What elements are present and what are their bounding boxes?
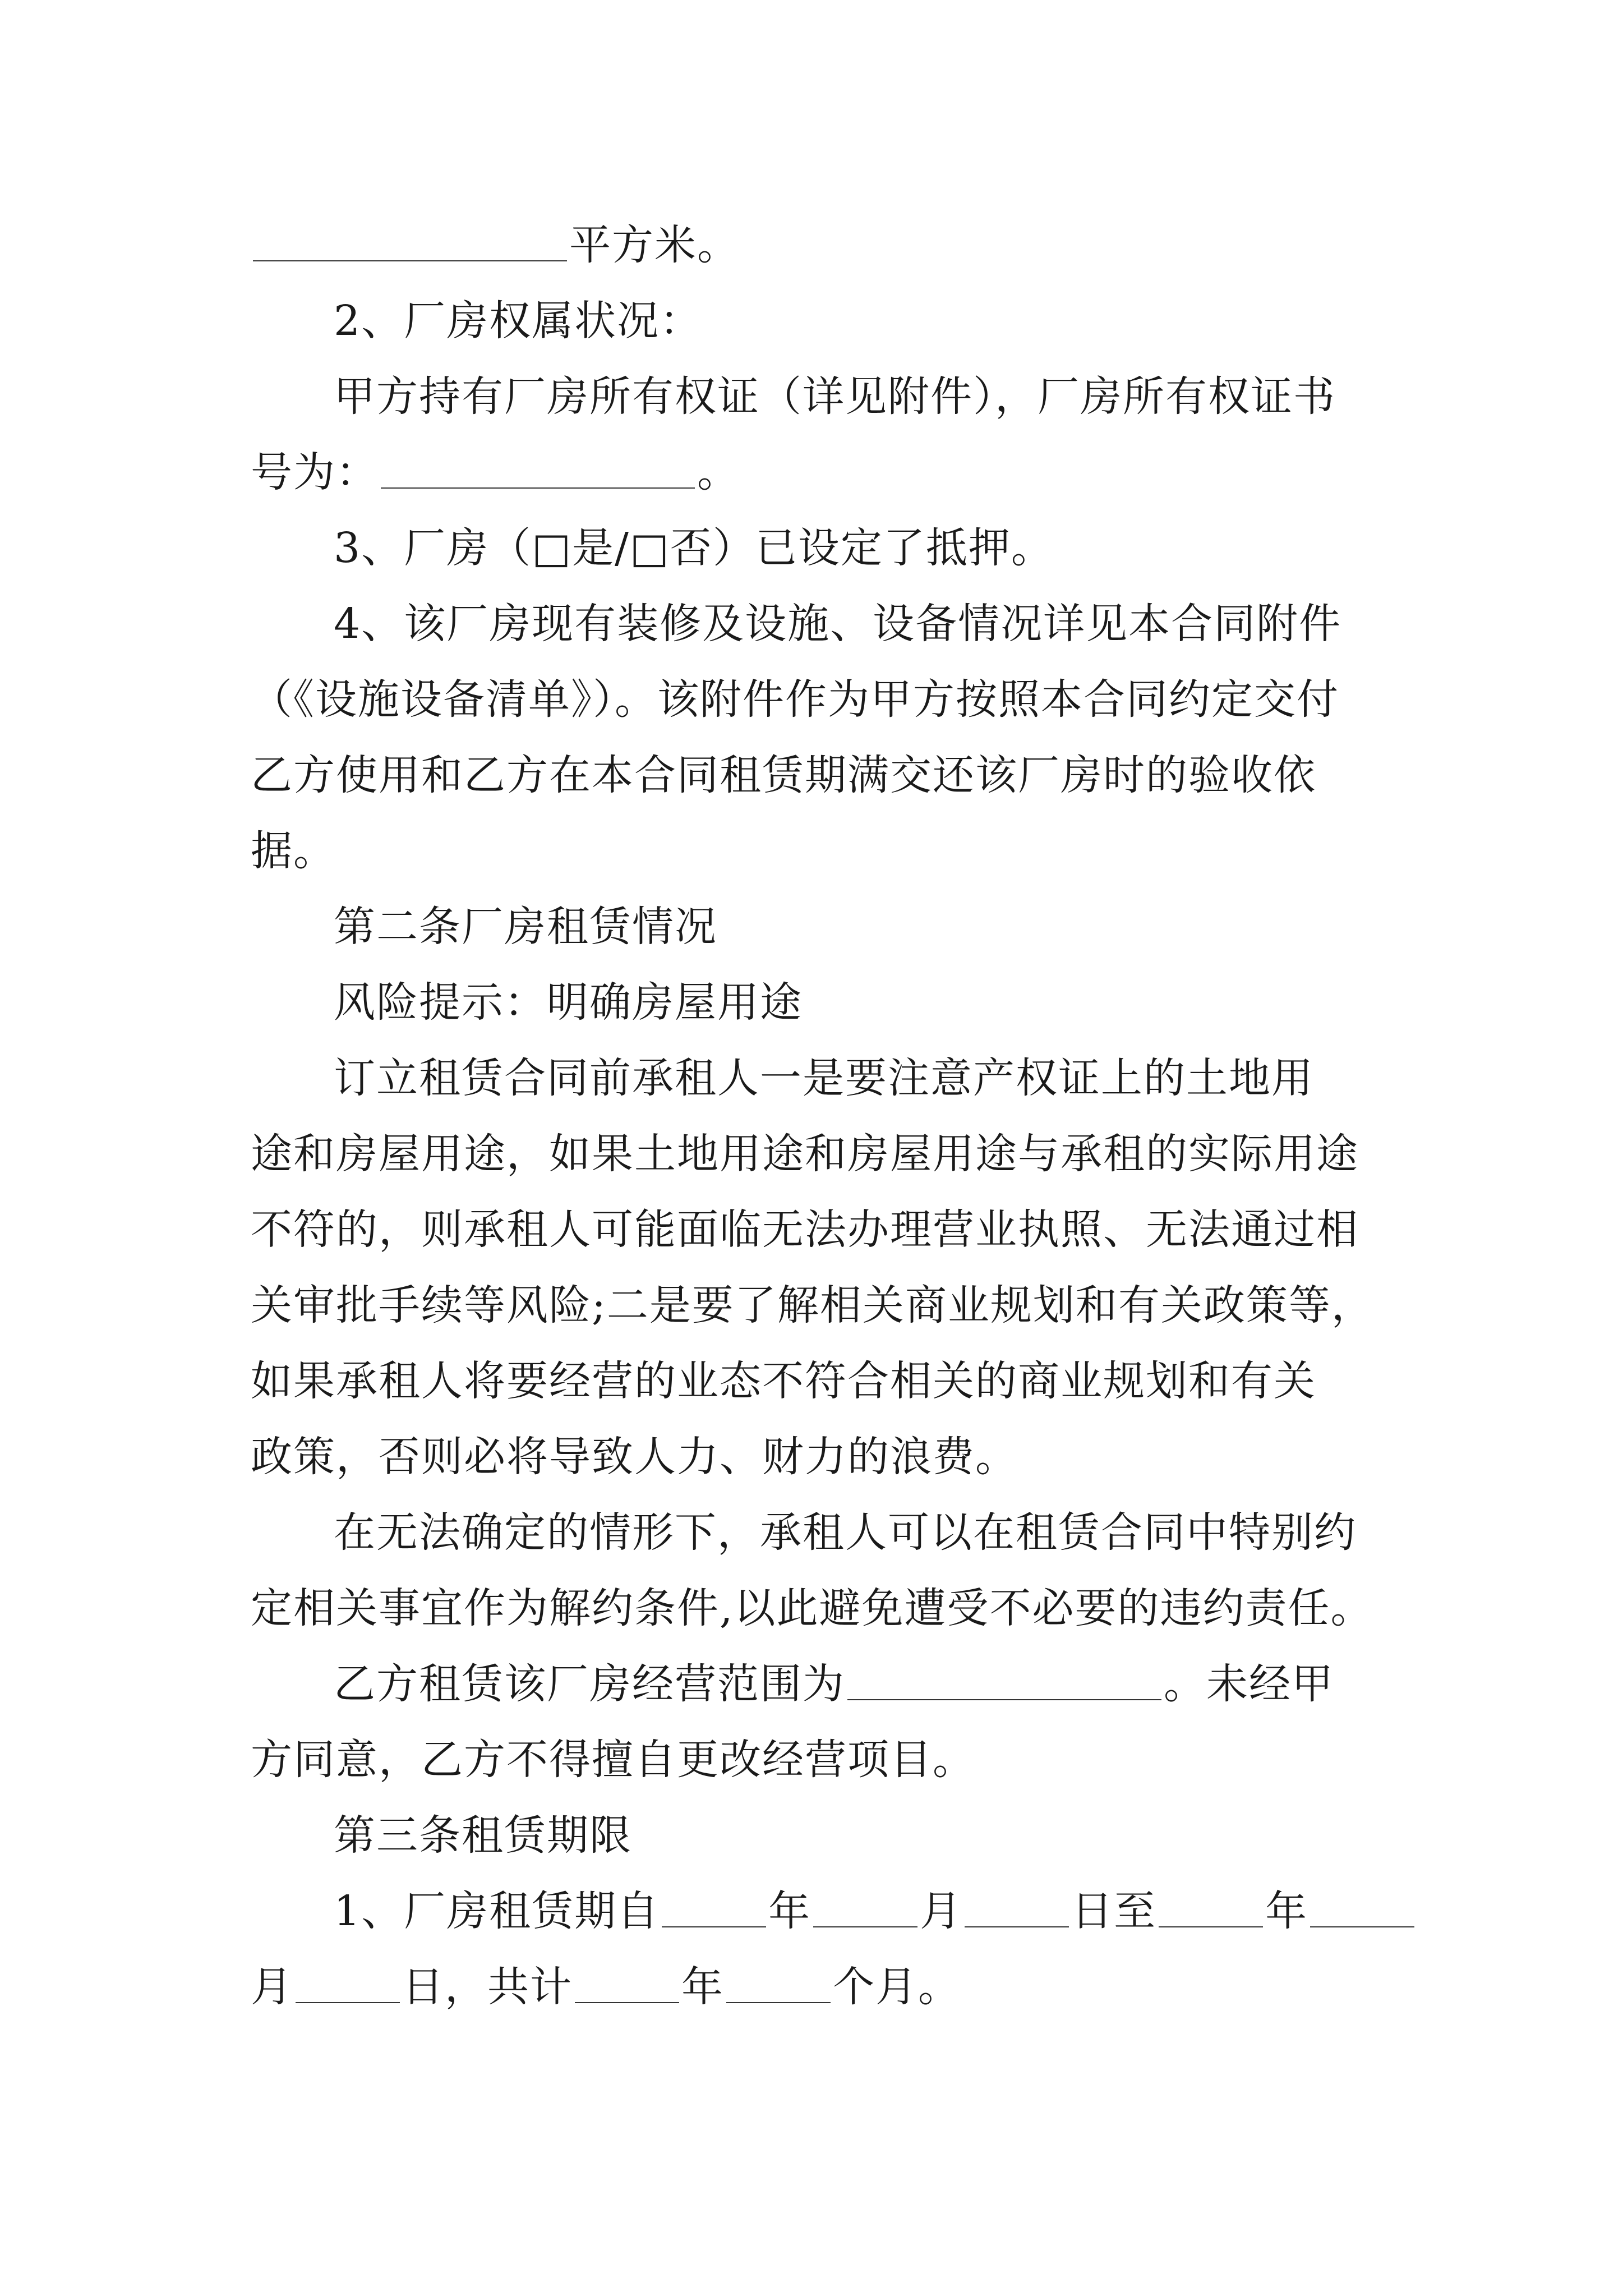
- start-year-blank[interactable]: [662, 1886, 766, 1927]
- paragraph-line: 不符的，则承租人可能面临无法办理营业执照、无法通过相: [251, 1205, 1359, 1254]
- risk-notice-heading: 风险提示：明确房屋用途: [334, 978, 803, 1027]
- section-heading-ownership: 2、厂房权属状况：: [334, 297, 703, 345]
- paragraph-line: （《设施设备清单》）。该附件作为甲方按照本合同约定交付: [251, 675, 1339, 724]
- paragraph-line: 定相关事宜作为解约条件,以此避免遭受不必要的违约责任。: [251, 1584, 1373, 1632]
- document-page: [251, 208, 1384, 2025]
- paragraph-line: 4、该厂房现有装修及设施、设备情况详见本合同附件: [334, 600, 1342, 648]
- end-day-blank[interactable]: [296, 1962, 400, 2003]
- certificate-number-line: 号为： 。: [251, 448, 740, 496]
- business-scope-line: 乙方租赁该厂房经营范围为 。未经甲: [334, 1660, 1334, 1708]
- total-months-blank[interactable]: [726, 1962, 831, 2003]
- start-month-blank[interactable]: [813, 1886, 917, 1927]
- certificate-number-label: 号为：: [251, 448, 379, 496]
- article-heading: 第二条厂房租赁情况: [334, 903, 717, 951]
- paragraph-line: 方同意，乙方不得擅自更改经营项目。: [251, 1736, 975, 1784]
- mortgage-line: 3、厂房（□是/□否）已设定了抵押。: [334, 524, 1054, 572]
- total-years-blank[interactable]: [575, 1962, 679, 2003]
- area-line: [251, 208, 1384, 283]
- paragraph-line: 据。: [251, 827, 336, 875]
- certificate-number-blank[interactable]: [381, 447, 695, 489]
- paragraph-line: 政策，否则必将导致人力、财力的浪费。: [251, 1433, 1018, 1481]
- paragraph-line: 甲方持有厂房所有权证（详见附件），厂房所有权证书: [334, 372, 1336, 421]
- end-month-blank[interactable]: [1310, 1886, 1414, 1927]
- area-blank[interactable]: [253, 220, 567, 261]
- start-day-blank[interactable]: [965, 1886, 1069, 1927]
- article-heading: 第三条租赁期限: [334, 1811, 632, 1860]
- paragraph-line: 如果承租人将要经营的业态不符合相关的商业规划和有关: [251, 1357, 1316, 1405]
- paragraph-line: 在无法确定的情形下，承租人可以在租赁合同中特别约: [334, 1508, 1357, 1557]
- paragraph-line: 关审批手续等风险;二是要了解相关商业规划和有关政策等，: [251, 1281, 1374, 1329]
- paragraph-line: 乙方使用和乙方在本合同租赁期满交还该厂房时的验收依: [251, 751, 1316, 799]
- lease-term-line-continued: 月 日，共计 年 个月。: [251, 1963, 961, 2011]
- lease-term-line: 1、厂房租赁期自 年 月 日至 年: [251, 1874, 1384, 1949]
- area-unit-text: 平方米。: [569, 221, 740, 269]
- paragraph-line: 订立租赁合同前承租人一是要注意产权证上的土地用: [334, 1054, 1314, 1102]
- paragraph-line: 途和房屋用途，如果土地用途和房屋用途与承租的实际用途: [251, 1130, 1359, 1178]
- business-scope-blank[interactable]: [847, 1659, 1161, 1700]
- end-year-blank[interactable]: [1159, 1886, 1263, 1927]
